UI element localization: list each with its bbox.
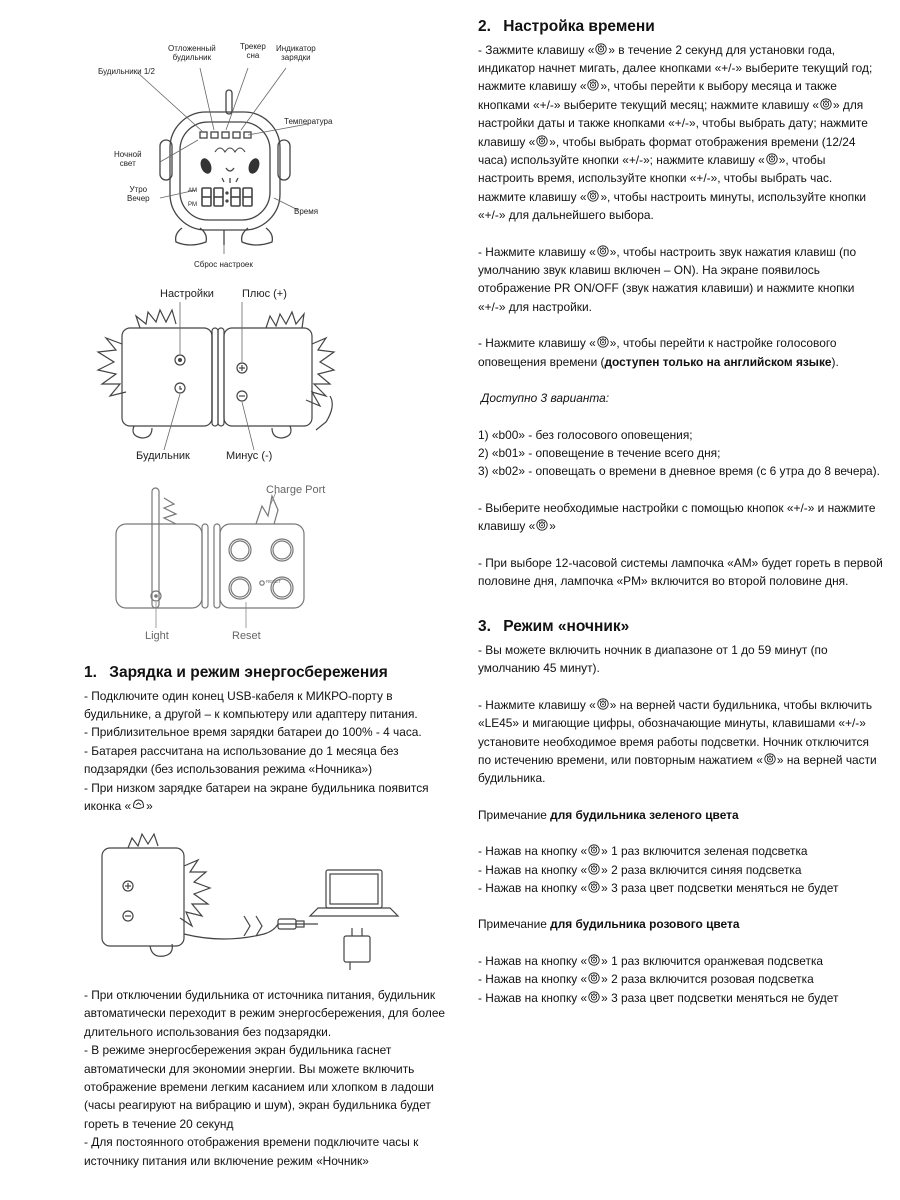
note-pink bbox=[478, 915, 883, 933]
low-battery-icon bbox=[132, 799, 145, 811]
list-item: 2) «b01» - оповещение в течение всего дня; bbox=[478, 445, 721, 460]
text-run: Примечание bbox=[478, 807, 551, 822]
label-am: AM bbox=[188, 188, 197, 194]
section-3-title: Режим «ночник» bbox=[503, 618, 630, 636]
text-run: - Нажмите клавишу « bbox=[478, 336, 596, 351]
text-run: », чтобы настроить время, используйте кнопки «+/-», чтобы выбрать час. нажмите клавишу « bbox=[478, 153, 833, 204]
text-run: » для настройки даты и также кнопками «+/-», чтобы выбрать дату; нажмите клавишу « bbox=[478, 97, 868, 149]
label-sleep-tracker: Трекер сна bbox=[240, 42, 266, 61]
section-1-body bbox=[84, 687, 454, 816]
paragraph: - Подключите один конец USB-кабеля к МИКРО-порту в будильнике, а другой – к компьютеру или адаптеру питания. bbox=[84, 688, 418, 721]
gear-icon bbox=[587, 79, 599, 91]
text-run: - Зажмите клавишу « bbox=[478, 42, 595, 57]
gear-icon bbox=[588, 991, 600, 1003]
text-run: » bbox=[549, 519, 556, 534]
section-2-heading bbox=[478, 18, 883, 37]
section-3-number: 3. bbox=[478, 618, 491, 636]
gear-icon bbox=[588, 954, 600, 966]
label-temperature: Температура bbox=[284, 117, 333, 126]
text-run: », чтобы перейти к выбору месяца и также кнопками «+/-» выберите текущий месяц; нажмите клавишу « bbox=[478, 79, 837, 112]
text-run: » 3 раза цвет подсветки меняться не будет bbox=[601, 990, 839, 1005]
label-light: Light bbox=[145, 630, 169, 642]
variants-title: Доступно 3 варианта: bbox=[481, 391, 610, 406]
paragraph: - Приблизительное время зарядки батареи до 100% - 4 часа. bbox=[84, 725, 422, 740]
section-3-body bbox=[478, 641, 883, 1007]
paragraph bbox=[84, 779, 454, 816]
label-alarms: Будильники 1/2 bbox=[98, 67, 155, 76]
list-item bbox=[478, 842, 883, 860]
text-run: », чтобы выбрать формат отображения времени (12/24 часа) используйте кнопки «+/-»; нажмите клавишу « bbox=[478, 134, 856, 168]
text-run: - Выберите необходимые настройки с помощью кнопок «+/-» и нажмите клавишу « bbox=[478, 500, 876, 534]
label-time: Время bbox=[294, 207, 319, 216]
text-run: » на верней части будильника, чтобы включить «LE45» и мигающие цифры, обозначающие минуты, клавишами «+/-» установите необходимое время работы подсветки. Ночник отключится по истечению времени, или повторным нажатием « bbox=[478, 697, 873, 767]
section-time-setup bbox=[478, 18, 883, 590]
section-charging bbox=[84, 664, 454, 815]
label-snooze: Отложенный будильник bbox=[168, 44, 216, 63]
gear-icon bbox=[588, 863, 600, 875]
list-item bbox=[478, 970, 883, 988]
list-item bbox=[478, 989, 883, 1007]
list-item bbox=[478, 879, 883, 897]
text-run: - Нажав на кнопку « bbox=[478, 844, 588, 859]
gear-icon bbox=[587, 190, 599, 202]
section-night-light bbox=[478, 618, 883, 1007]
section-charging-continued bbox=[84, 986, 454, 1170]
paragraph: - В режиме энергосбережения экран будильника гаснет автоматически для экономии энергии. Вы можете включить отображение времени легким касанием или хлопком в ладоши (часы реагируют на вибрацию и шум), экран будильника будет гореть в течение 20 секунд bbox=[84, 1043, 434, 1131]
text-run: » 1 раз включится зеленая подсветка bbox=[601, 844, 808, 859]
gear-icon bbox=[764, 753, 776, 765]
gear-icon bbox=[588, 972, 600, 984]
text-run: » 2 раза включится розовая подсветка bbox=[601, 972, 814, 987]
ports-diagram bbox=[108, 478, 330, 646]
text-run: - При низком зарядке батареи на экране будильника появится иконка « bbox=[84, 780, 429, 814]
gear-icon bbox=[588, 844, 600, 856]
gear-icon bbox=[597, 698, 609, 710]
gear-icon bbox=[595, 43, 607, 55]
bold-text: для будильника зеленого цвета bbox=[550, 807, 739, 822]
right-column bbox=[478, 18, 883, 1007]
bold-text: для будильника розового цвета bbox=[550, 917, 740, 932]
gear-icon bbox=[597, 245, 609, 257]
label-alarm-button: Будильник bbox=[136, 450, 190, 462]
text-run: - Нажмите клавишу « bbox=[478, 244, 596, 259]
section-1-title: Зарядка и режим энергосбережения bbox=[109, 664, 388, 681]
label-charge-port: Charge Port bbox=[266, 484, 326, 496]
section-3-heading bbox=[478, 618, 883, 637]
list-item: 1) «b00» - без голосового оповещения; bbox=[478, 427, 693, 442]
label-minus-button: Минус (-) bbox=[226, 450, 273, 462]
bold-text: доступен только на английском языке bbox=[604, 354, 832, 369]
paragraph: - При отключении будильника от источника питания, будильник автоматически переходит в режим энергосбережения, для более длительного использования без подзарядки. bbox=[84, 988, 446, 1039]
label-plus-button: Плюс (+) bbox=[242, 288, 287, 300]
label-am-pm: Утро Вечер bbox=[127, 185, 150, 204]
section-2-number: 2. bbox=[478, 18, 491, 35]
gear-icon bbox=[820, 98, 832, 110]
text-run: » в течение 2 секунд для установки года, индикатор начнет мигать, далее кнопками «+/-» выберите текущий год; нажмите клавишу « bbox=[478, 42, 873, 94]
front-view-diagram bbox=[90, 40, 350, 275]
text-run: - Нажав на кнопку « bbox=[478, 990, 588, 1005]
label-pm: PM bbox=[188, 202, 197, 208]
gear-icon bbox=[588, 881, 600, 893]
text-run: » 2 раза включится синяя подсветка bbox=[601, 862, 802, 877]
paragraph bbox=[478, 499, 883, 536]
text-run: - Нажав на кнопку « bbox=[478, 953, 588, 968]
label-reset-small: RESET bbox=[266, 579, 282, 584]
gear-icon bbox=[536, 519, 548, 531]
text-run: Примечание bbox=[478, 917, 551, 932]
text-run: - Нажав на кнопку « bbox=[478, 972, 588, 987]
text-run: » 1 раз включится оранжевая подсветка bbox=[601, 953, 824, 968]
text-run: ). bbox=[831, 354, 839, 369]
paragraph: - При выборе 12-часовой системы лампочка «AM» будет гореть в первой половине дня, лампочка «PM» включится во второй половине дня. bbox=[478, 555, 883, 588]
paragraph bbox=[478, 334, 883, 371]
list-item bbox=[478, 861, 883, 879]
paragraph bbox=[478, 696, 883, 788]
text-run: » 3 раза цвет подсветки меняться не будет bbox=[601, 881, 839, 895]
label-night-light: Ночной свет bbox=[114, 150, 142, 169]
gear-icon bbox=[597, 336, 609, 348]
text-run: », чтобы перейти к настройке голосового оповещения времени ( bbox=[478, 336, 837, 369]
label-factory-reset: Сброс настроек bbox=[194, 260, 253, 269]
list-item bbox=[478, 952, 883, 970]
text-run: » bbox=[146, 799, 153, 814]
label-settings-button: Настройки bbox=[160, 288, 214, 300]
label-reset: Reset bbox=[232, 630, 261, 642]
text-run: - Нажмите клавишу « bbox=[478, 697, 596, 712]
list-item: 3) «b02» - оповещать о времени в дневное время (с 6 утра до 8 вечера). bbox=[478, 464, 880, 479]
gear-icon bbox=[536, 135, 548, 147]
paragraph: - Вы можете включить ночник в диапазоне от 1 до 59 минут (по умолчанию 45 минут). bbox=[478, 642, 828, 676]
section-2-body bbox=[478, 41, 883, 591]
paragraph: - Батарея рассчитана на использование до 1 месяца без подзарядки (без использования режима «Ночника») bbox=[84, 743, 399, 777]
ports-drawing bbox=[108, 478, 330, 646]
section-2-title: Настройка времени bbox=[503, 18, 655, 35]
text-run: », чтобы настроить звук нажатия клавиш (по умолчанию звук клавиш включен – ON). На экране появилось отображение PR ON/OFF (звук нажатия клавиши) и нажмите кнопки «+/-» для настройки. bbox=[478, 244, 857, 314]
text-run: », чтобы настроить минуты, используйте кнопки «+/-» для дальнейшего выбора. bbox=[478, 189, 867, 223]
side-buttons-diagram bbox=[94, 284, 346, 469]
note-green bbox=[478, 806, 883, 824]
usb-charging-diagram bbox=[94, 826, 404, 976]
text-run: » на верней части будильника. bbox=[478, 752, 877, 786]
label-charge-indicator: Индикатор зарядки bbox=[276, 44, 316, 63]
gear-icon bbox=[766, 153, 778, 165]
usb-charging-drawing bbox=[94, 826, 404, 976]
side-buttons-drawing bbox=[94, 284, 346, 469]
text-run: - Нажав на кнопку « bbox=[478, 881, 588, 895]
paragraph bbox=[478, 243, 883, 317]
paragraph: - Для постоянного отображения времени подключите часы к источнику питания или включение режим «Ночник» bbox=[84, 1135, 419, 1168]
section-1-body-continued bbox=[84, 986, 454, 1170]
paragraph bbox=[478, 41, 883, 225]
section-1-number: 1. bbox=[84, 664, 97, 681]
section-1-heading bbox=[84, 664, 454, 683]
text-run: - Нажав на кнопку « bbox=[478, 862, 588, 877]
